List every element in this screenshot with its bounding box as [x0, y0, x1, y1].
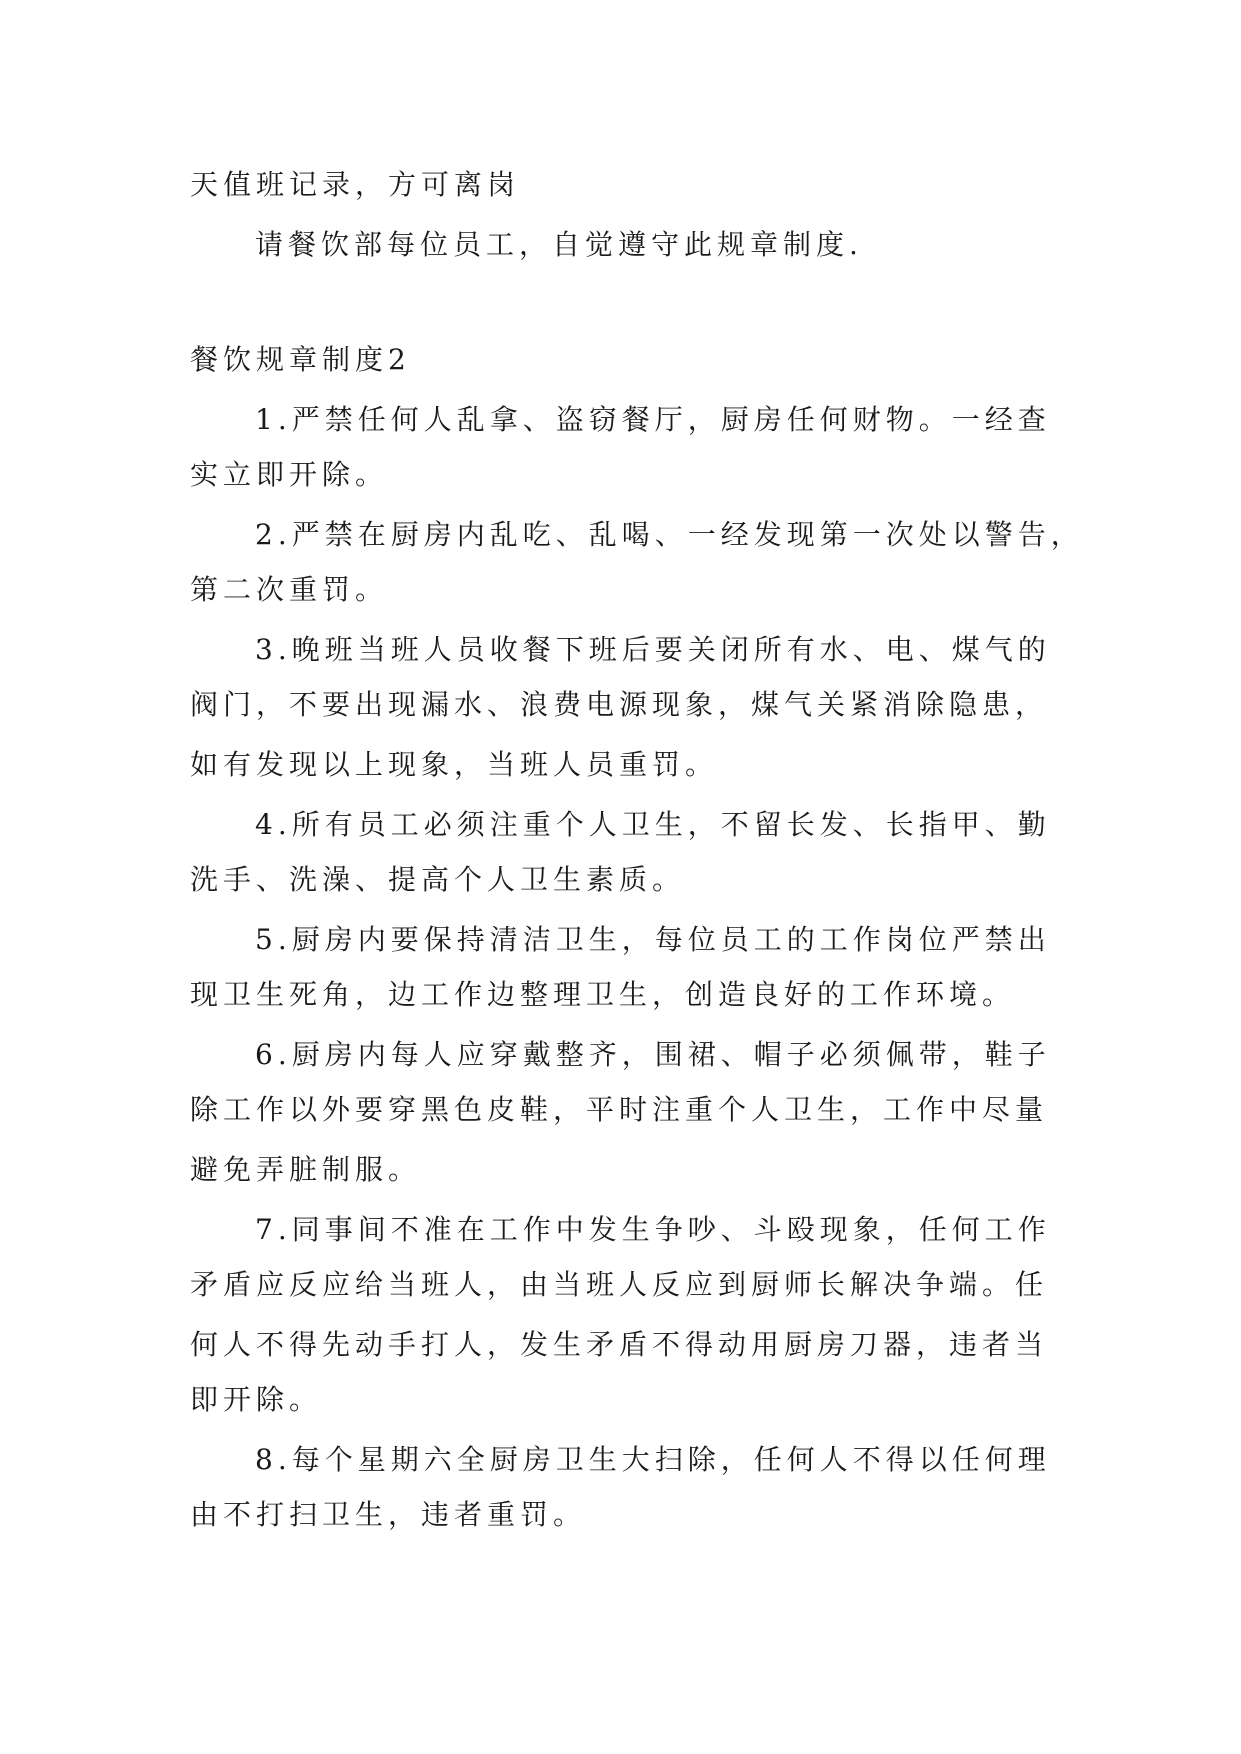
rule-line: 即开除。 [190, 1383, 323, 1416]
rule-line: 8.每个星期六全厨房卫生大扫除，任何人不得以任何理 [255, 1443, 1051, 1476]
rule-line: 实立即开除。 [190, 458, 389, 491]
rule-line: 现卫生死角，边工作边整理卫生，创造良好的工作环境。 [190, 978, 1016, 1011]
rule-line: 7.同事间不准在工作中发生争吵、斗殴现象，任何工作 [255, 1213, 1051, 1246]
section-title: 餐饮规章制度2 [190, 343, 411, 376]
rule-line: 3.晚班当班人员收餐下班后要关闭所有水、电、煤气的 [255, 633, 1051, 666]
carryover-line: 天值班记录，方可离岗 [190, 168, 521, 201]
rule-line: 洗手、洗澡、提高个人卫生素质。 [190, 863, 686, 896]
rule-line: 除工作以外要穿黑色皮鞋，平时注重个人卫生，工作中尽量 [190, 1093, 1049, 1126]
rule-line: 矛盾应反应给当班人，由当班人反应到厨师长解决争端。任 [190, 1268, 1049, 1301]
closing-note: 请餐饮部每位员工，自觉遵守此规章制度. [255, 228, 863, 261]
rule-line: 由不打扫卫生，违者重罚。 [190, 1498, 587, 1531]
rule-line: 何人不得先动手打人，发生矛盾不得动用厨房刀器，违者当 [190, 1328, 1049, 1361]
rule-line: 4.所有员工必须注重个人卫生，不留长发、长指甲、勤 [255, 808, 1051, 841]
rule-line: 避免弄脏制服。 [190, 1153, 422, 1186]
rule-line: 第二次重罚。 [190, 573, 389, 606]
rule-line: 阀门，不要出现漏水、浪费电源现象，煤气关紧消除隐患， [190, 688, 1049, 721]
rule-line: 5.厨房内要保持清洁卫生，每位员工的工作岗位严禁出 [255, 923, 1051, 956]
rule-line: 2.严禁在厨房内乱吃、乱喝、一经发现第一次处以警告， [255, 518, 1084, 551]
rule-line: 6.厨房内每人应穿戴整齐，围裙、帽子必须佩带，鞋子 [255, 1038, 1051, 1071]
rule-line: 如有发现以上现象，当班人员重罚。 [190, 748, 719, 781]
rule-line: 1.严禁任何人乱拿、盗窃餐厅，厨房任何财物。一经查 [255, 403, 1051, 436]
